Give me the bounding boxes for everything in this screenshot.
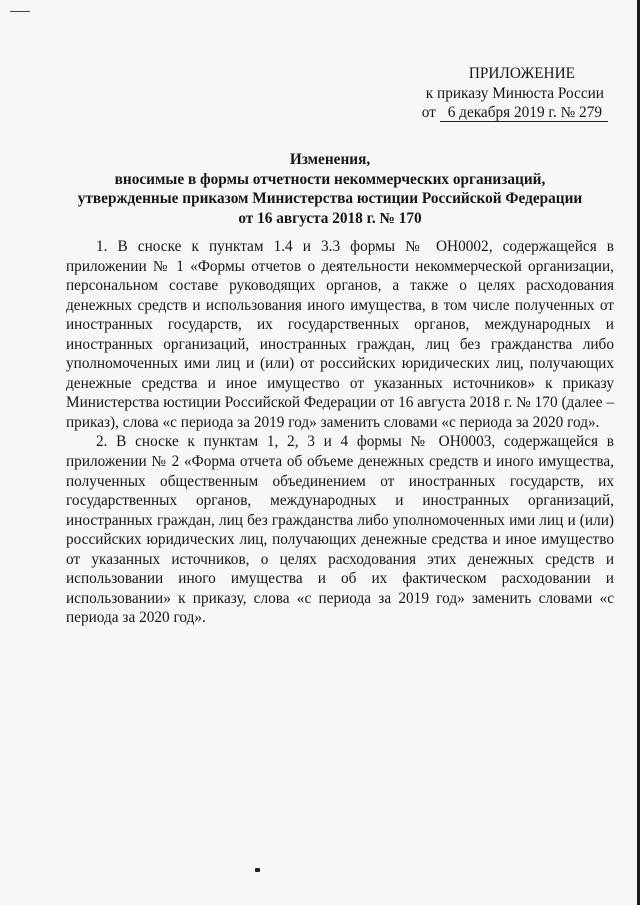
appendix-block [400,64,610,123]
document-title [40,150,620,228]
title-line-3: утвержденные приказом Министерства юстиции Российской Федерации [77,190,583,208]
appendix-from-label: от [421,104,436,121]
appendix-date-line [400,103,610,123]
appendix-reference: к приказу Минюста России [425,84,604,102]
scan-speck [255,868,260,872]
title-line-2: вносимые в формы отчетности некоммерческих организаций, [114,170,546,188]
document-body [66,237,614,628]
title-line-4: от 16 августа 2018 г. № 170 [238,209,422,227]
scan-corner-mark [10,11,30,12]
paragraph-1: 1. В сноске к пунктам 1.4 и 3.3 формы № ОН0002, содержащейся в приложении № 1 «Формы отчетов о деятельности некоммерческой организации, персональном составе руководящих органов, а также о целях расходования денежных средств и использования иного имущества, в том числе полученных от иностранных государств, их государственных органов, международных и иностранных организаций, иностранных граждан, лиц без гражданства либо уполномоченных ими лиц и (или) от российских юридических лиц, получающих денежные средства и иное имущество от указанных источников» к приказу Министерства юстиции Российской Федерации от 16 августа 2018 г. № 170 (далее – приказ), слова «с периода за 2019 год» заменить словами «с периода за 2020 год». [66,238,614,431]
appendix-heading: ПРИЛОЖЕНИЕ [468,65,575,82]
title-line-1: Изменения, [289,151,371,168]
appendix-date-number: 6 декабря 2019 г. № 279 [440,104,608,122]
paragraph-2: 2. В сноске к пунктам 1, 2, 3 и 4 формы № ОН0003, содержащейся в приложении № 2 «Форма отчета об объеме денежных средств и иного имущества, полученных общественным объединением от иностранных государств, их государственных органов, международных и иностранных организаций, иностранных граждан, лиц без гражданства либо уполномоченных ими лиц и (или) российских юридических лиц, получающих денежные средства и иное имущество от указанных источников, о целях расходования этих денежных средств и использовании иного имущества и об их фактическом расходовании и использовании» к приказу, слова «с периода за 2019 год» заменить словами «с периода за 2020 год». [66,433,614,627]
